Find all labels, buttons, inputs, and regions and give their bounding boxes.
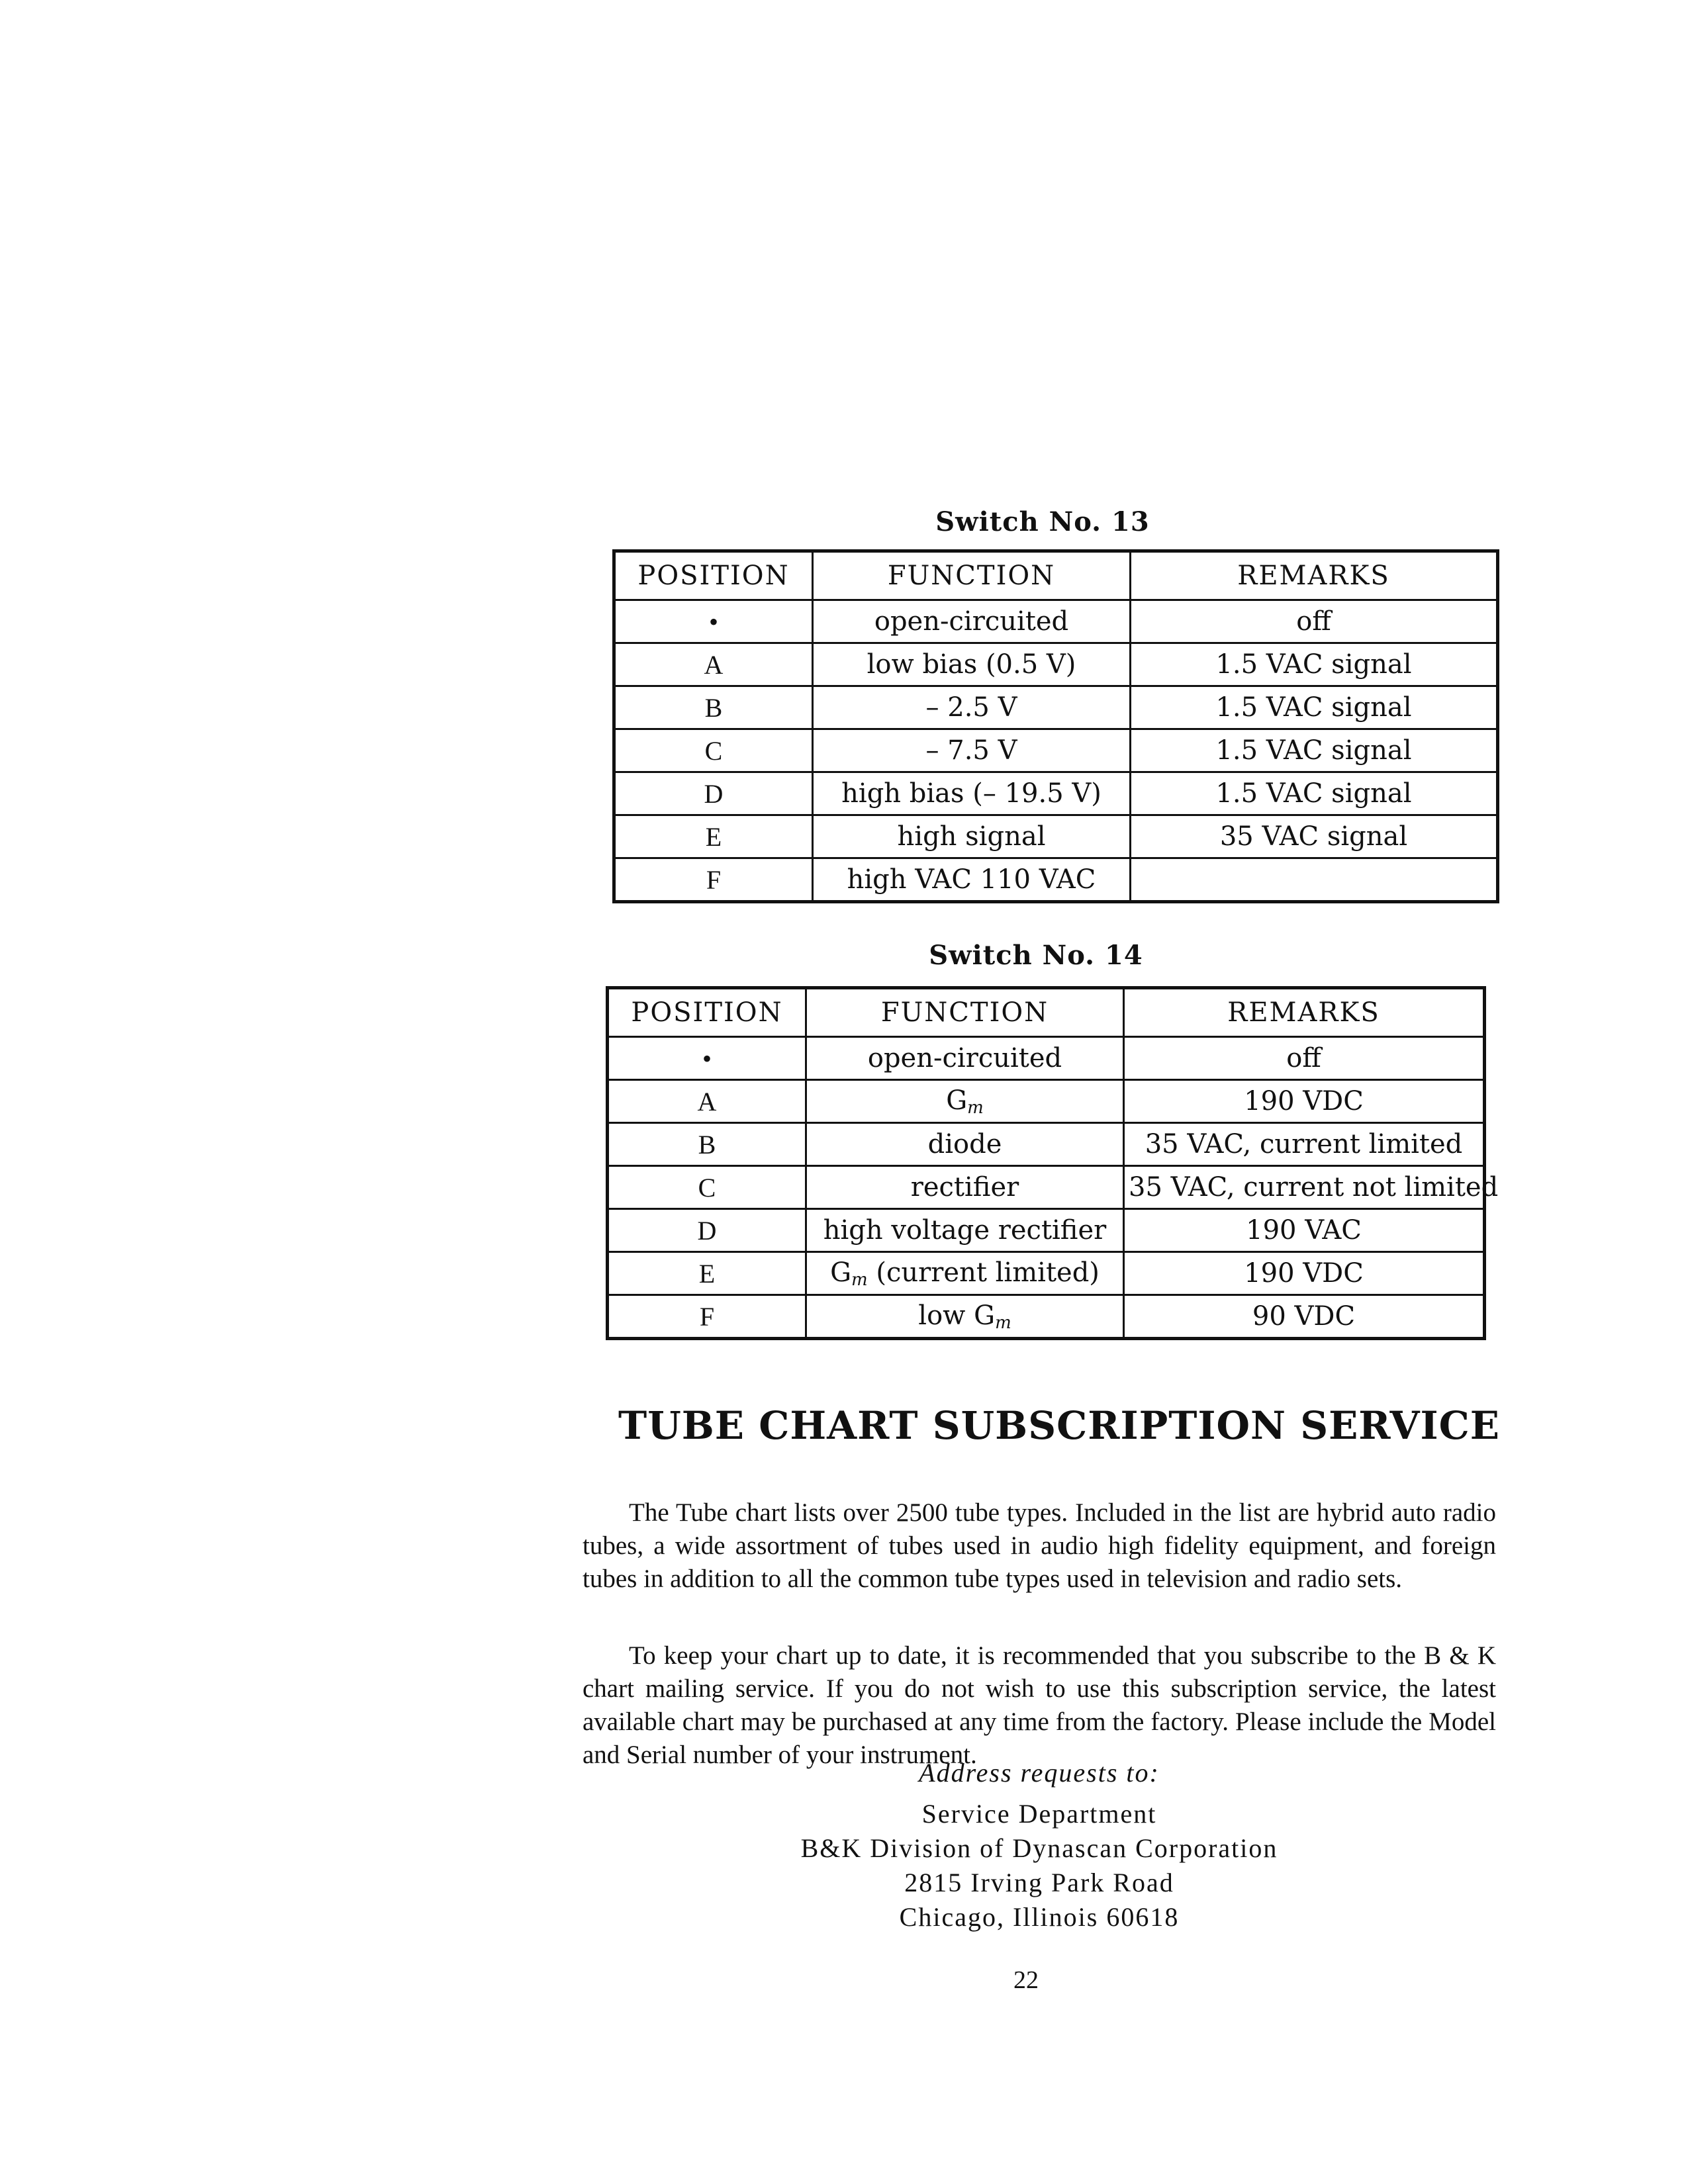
header-position: POSITION	[608, 988, 806, 1037]
cell-remarks: 190 VDC	[1124, 1080, 1485, 1123]
cell-position: B	[608, 1123, 806, 1166]
address-line: B&K Division of Dynascan Corporation	[800, 1833, 1278, 1863]
header-function: FUNCTION	[806, 988, 1124, 1037]
section-heading: TUBE CHART SUBSCRIPTION SERVICE	[618, 1403, 1500, 1448]
cell-position: E	[608, 1252, 806, 1295]
paragraph-tube-chart: The Tube chart lists over 2500 tube types. Included in the list are hybrid auto radio tubes, a wide assortment of tubes used in audio high fidelity equipment, and foreign tubes in addition to all the common tube types used in television and radio sets.	[583, 1498, 1496, 1593]
cell-remarks: 1.5 VAC signal	[1131, 686, 1498, 729]
table-row	[614, 643, 1498, 686]
cell-position: F	[608, 1295, 806, 1339]
header-position: POSITION	[614, 551, 813, 600]
table-row	[608, 1166, 1485, 1209]
gm-subscript: m	[967, 1097, 984, 1118]
table-header-row	[614, 551, 1498, 600]
cell-function: – 2.5 V	[813, 686, 1131, 729]
switch14-caption: Switch No. 14	[929, 940, 1143, 971]
table-header-row	[608, 988, 1485, 1037]
cell-remarks: 1.5 VAC signal	[1131, 772, 1498, 815]
cell-function	[806, 1295, 1124, 1339]
table-row	[608, 1209, 1485, 1252]
cell-function: – 7.5 V	[813, 729, 1131, 772]
gm-symbol: G	[946, 1085, 968, 1116]
table-row	[608, 1295, 1485, 1339]
cell-position: A	[608, 1080, 806, 1123]
page-number: 22	[1013, 1966, 1039, 1994]
cell-remarks: 35 VAC, current limited	[1124, 1123, 1485, 1166]
cell-remarks: 190 VAC	[1124, 1209, 1485, 1252]
table-row	[608, 1037, 1485, 1080]
table-row	[614, 772, 1498, 815]
cell-position: •	[614, 600, 813, 643]
gm-symbol: low G	[918, 1300, 996, 1331]
gm-symbol: G	[830, 1257, 852, 1288]
cell-remarks: off	[1131, 600, 1498, 643]
table-row	[614, 729, 1498, 772]
cell-function: high bias (– 19.5 V)	[813, 772, 1131, 815]
cell-function: high signal	[813, 815, 1131, 858]
cell-remarks: 35 VAC signal	[1131, 815, 1498, 858]
cell-function: open-circuited	[813, 600, 1131, 643]
switch13-table	[612, 549, 1499, 903]
cell-position: A	[614, 643, 813, 686]
cell-remarks	[1131, 858, 1498, 902]
cell-remarks: 1.5 VAC signal	[1131, 729, 1498, 772]
header-remarks: REMARKS	[1131, 551, 1498, 600]
gm-subscript: m	[995, 1312, 1011, 1333]
table-row	[614, 858, 1498, 902]
cell-remarks: 35 VAC, current not limited	[1124, 1166, 1485, 1209]
address-line: Service Department	[921, 1799, 1157, 1829]
cell-function: high VAC 110 VAC	[813, 858, 1131, 902]
cell-position: C	[608, 1166, 806, 1209]
table-row	[608, 1080, 1485, 1123]
cell-remarks: 190 VDC	[1124, 1252, 1485, 1295]
cell-function: open-circuited	[806, 1037, 1124, 1080]
cell-position: •	[608, 1037, 806, 1080]
function-rest: (current limited)	[867, 1257, 1100, 1288]
header-remarks: REMARKS	[1124, 988, 1485, 1037]
cell-function	[806, 1252, 1124, 1295]
header-function: FUNCTION	[813, 551, 1131, 600]
address-intro: Address requests to:	[919, 1758, 1160, 1788]
address-line: 2815 Irving Park Road	[904, 1868, 1174, 1897]
table-row	[608, 1252, 1485, 1295]
table-row	[614, 815, 1498, 858]
address-line: Chicago, Illinois 60618	[899, 1902, 1180, 1932]
cell-position: C	[614, 729, 813, 772]
cell-position: F	[614, 858, 813, 902]
paragraph-subscription: To keep your chart up to date, it is recommended that you subscribe to the B & K chart mailing service. If you do not wish to use this subscription service, the latest available chart may be purchased at any time from the factory. Please include the Model and Serial number of your instrument.	[583, 1641, 1496, 1769]
cell-function: high voltage rectifier	[806, 1209, 1124, 1252]
table-row	[614, 600, 1498, 643]
cell-function	[806, 1080, 1124, 1123]
cell-function: rectifier	[806, 1166, 1124, 1209]
cell-position: E	[614, 815, 813, 858]
switch13-caption: Switch No. 13	[935, 506, 1150, 537]
table-row	[614, 686, 1498, 729]
cell-function: low bias (0.5 V)	[813, 643, 1131, 686]
cell-position: D	[614, 772, 813, 815]
gm-subscript: m	[851, 1269, 868, 1290]
cell-position: B	[614, 686, 813, 729]
cell-remarks: 1.5 VAC signal	[1131, 643, 1498, 686]
switch14-table	[606, 986, 1499, 1340]
mailing-address	[583, 1797, 1496, 1934]
cell-function: diode	[806, 1123, 1124, 1166]
cell-position: D	[608, 1209, 806, 1252]
cell-remarks: off	[1124, 1037, 1485, 1080]
cell-remarks: 90 VDC	[1124, 1295, 1485, 1339]
table-row	[608, 1123, 1485, 1166]
